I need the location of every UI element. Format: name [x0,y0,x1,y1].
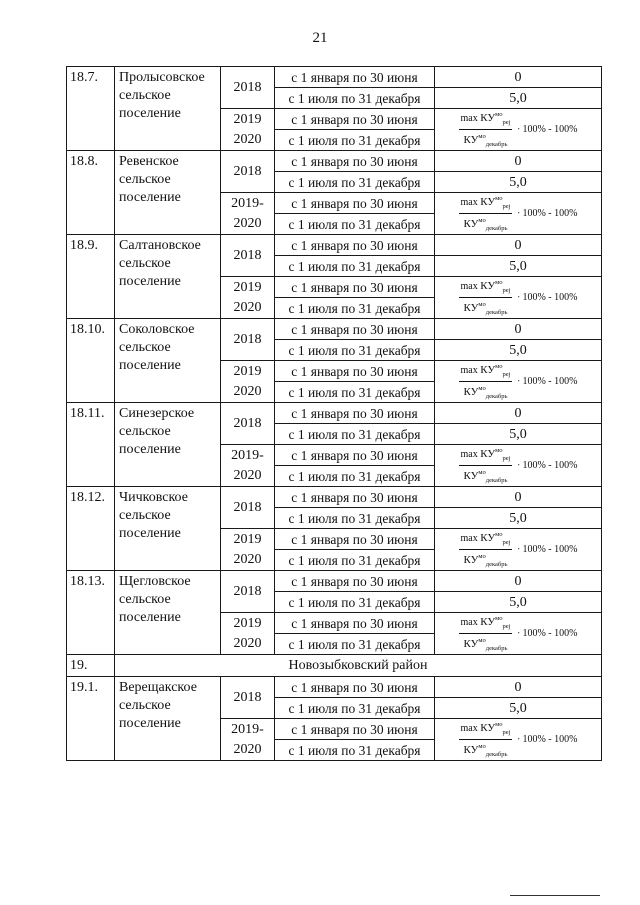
year-cell [221,319,275,361]
formula-denominator: $КУ^{мо}_{декабрь}$ [463,133,508,148]
formula-fraction [459,109,513,150]
year-text: 2018 [233,499,262,515]
year-text: 2020 [233,383,262,399]
table-row [67,67,602,88]
formula-cell [435,361,602,403]
index-formula [459,109,578,150]
value-cell: 5,0 [435,172,602,193]
formula-fraction [459,445,513,486]
table-row [67,571,602,592]
year-text: 2019- [231,721,264,737]
period-cell: с 1 января по 30 июня [275,193,435,214]
year-cell [221,193,275,235]
year-text: 2018 [233,689,262,705]
index-formula [459,361,578,402]
row-number: 18.13. [67,571,115,655]
value-cell: 5,0 [435,698,602,719]
formula-denominator: $КУ^{мо}_{декабрь}$ [463,743,508,758]
formula-numerator: $\max КУ^{мо}_{pej}$ [460,195,511,210]
table-row [67,487,602,508]
year-text: 2018 [233,331,262,347]
formula-denominator: $КУ^{мо}_{декабрь}$ [463,385,508,400]
formula-tail: ∙ 100% - 100% [517,208,578,219]
period-cell: с 1 января по 30 июня [275,487,435,508]
row-number: 18.7. [67,67,115,151]
value-cell: 5,0 [435,88,602,109]
row-number: 18.10. [67,319,115,403]
formula-cell [435,613,602,655]
year-text: 2018 [233,79,262,95]
formula-tail: ∙ 100% - 100% [517,376,578,387]
period-cell: с 1 июля по 31 декабря [275,550,435,571]
value-cell: 5,0 [435,592,602,613]
table-row [67,319,602,340]
year-text: 2020 [233,131,262,147]
table-row [67,403,602,424]
year-text: 2020 [233,741,262,757]
year-text: 2019 [233,615,262,631]
formula-cell [435,193,602,235]
period-cell: с 1 января по 30 июня [275,677,435,698]
value-cell: 0 [435,319,602,340]
year-cell [221,109,275,151]
row-number: 19.1. [67,677,115,761]
index-formula [459,445,578,486]
year-cell [221,445,275,487]
period-cell: с 1 января по 30 июня [275,529,435,550]
period-cell: с 1 июля по 31 декабря [275,172,435,193]
formula-tail: ∙ 100% - 100% [517,734,578,745]
value-cell: 0 [435,571,602,592]
index-formula [459,719,578,760]
index-formula [459,613,578,654]
value-cell: 5,0 [435,424,602,445]
settlement-name: Ревенское сельское поселение [115,151,221,235]
formula-fraction [459,277,513,318]
formula-cell [435,719,602,761]
year-text: 2020 [233,551,262,567]
period-cell: с 1 января по 30 июня [275,445,435,466]
value-cell: 5,0 [435,256,602,277]
value-cell: 0 [435,403,602,424]
index-formula [459,529,578,570]
formula-fraction [459,613,513,654]
district-name: Новозыбковский район [115,655,602,677]
value-cell: 5,0 [435,508,602,529]
year-text: 2020 [233,635,262,651]
formula-tail: ∙ 100% - 100% [517,292,578,303]
period-cell: с 1 июля по 31 декабря [275,740,435,761]
settlement-name: Салтановское сельское поселение [115,235,221,319]
year-text: 2018 [233,163,262,179]
formula-denominator: $КУ^{мо}_{декабрь}$ [463,217,508,232]
period-cell: с 1 июля по 31 декабря [275,508,435,529]
page-number: 21 [312,30,328,46]
formula-tail: ∙ 100% - 100% [517,628,578,639]
value-cell: 0 [435,235,602,256]
formula-numerator: $\max КУ^{мо}_{pej}$ [460,363,511,378]
settlement-name: Соколовское сельское поселение [115,319,221,403]
footer-line [510,895,600,896]
formula-fraction [459,193,513,234]
year-text: 2020 [233,215,262,231]
period-cell: с 1 июля по 31 декабря [275,88,435,109]
period-cell: с 1 января по 30 июня [275,235,435,256]
formula-fraction [459,719,513,760]
settlement-name: Синезерское сельское поселение [115,403,221,487]
index-formula [459,277,578,318]
formula-denominator: $КУ^{мо}_{декабрь}$ [463,637,508,652]
value-cell: 0 [435,151,602,172]
period-cell: с 1 июля по 31 декабря [275,130,435,151]
settlement-name: Пролысовское сельское поселение [115,67,221,151]
formula-numerator: $\max КУ^{мо}_{pej}$ [460,447,511,462]
settlement-name: Чичковское сельское поселение [115,487,221,571]
year-text: 2018 [233,415,262,431]
period-cell: с 1 июля по 31 декабря [275,634,435,655]
formula-numerator: $\max КУ^{мо}_{pej}$ [460,279,511,294]
period-cell: с 1 января по 30 июня [275,361,435,382]
year-text: 2019 [233,363,262,379]
period-cell: с 1 июля по 31 декабря [275,592,435,613]
district-row [67,655,602,677]
period-cell: с 1 января по 30 июня [275,613,435,634]
table-row [67,151,602,172]
formula-tail: ∙ 100% - 100% [517,460,578,471]
formula-numerator: $\max КУ^{мо}_{pej}$ [460,615,511,630]
value-cell: 0 [435,67,602,88]
formula-numerator: $\max КУ^{мо}_{pej}$ [460,721,511,736]
year-cell [221,403,275,445]
index-formula [459,193,578,234]
formula-cell [435,109,602,151]
year-text: 2018 [233,583,262,599]
year-cell [221,361,275,403]
period-cell: с 1 января по 30 июня [275,319,435,340]
year-cell [221,235,275,277]
year-cell [221,677,275,719]
formula-denominator: $КУ^{мо}_{декабрь}$ [463,469,508,484]
value-cell: 5,0 [435,340,602,361]
year-text: 2020 [233,467,262,483]
year-text: 2019 [233,531,262,547]
formula-denominator: $КУ^{мо}_{декабрь}$ [463,301,508,316]
year-text: 2019- [231,447,264,463]
year-cell [221,719,275,761]
row-number: 18.9. [67,235,115,319]
period-cell: с 1 января по 30 июня [275,67,435,88]
period-cell: с 1 января по 30 июня [275,109,435,130]
period-cell: с 1 января по 30 июня [275,719,435,740]
row-number: 18.11. [67,403,115,487]
year-text: 2019 [233,111,262,127]
period-cell: с 1 июля по 31 декабря [275,340,435,361]
period-cell: с 1 января по 30 июня [275,571,435,592]
formula-numerator: $\max КУ^{мо}_{pej}$ [460,111,511,126]
tariff-table [66,66,602,761]
value-cell: 0 [435,487,602,508]
settlement-name: Щегловское сельское поселение [115,571,221,655]
formula-tail: ∙ 100% - 100% [517,544,578,555]
year-cell [221,571,275,613]
formula-fraction [459,529,513,570]
period-cell: с 1 июля по 31 декабря [275,382,435,403]
period-cell: с 1 июля по 31 декабря [275,466,435,487]
period-cell: с 1 июля по 31 декабря [275,698,435,719]
formula-cell [435,529,602,571]
formula-denominator: $КУ^{мо}_{декабрь}$ [463,553,508,568]
row-number: 18.8. [67,151,115,235]
period-cell: с 1 января по 30 июня [275,277,435,298]
formula-fraction [459,361,513,402]
period-cell: с 1 июля по 31 декабря [275,214,435,235]
settlement-name: Верещакское сельское поселение [115,677,221,761]
value-cell: 0 [435,677,602,698]
period-cell: с 1 января по 30 июня [275,403,435,424]
period-cell: с 1 июля по 31 декабря [275,424,435,445]
year-text: 2019- [231,195,264,211]
row-number: 19. [67,655,115,677]
table-row [67,235,602,256]
formula-cell [435,445,602,487]
year-cell [221,277,275,319]
table-row [67,677,602,698]
year-cell [221,151,275,193]
period-cell: с 1 января по 30 июня [275,151,435,172]
year-text: 2018 [233,247,262,263]
year-text: 2020 [233,299,262,315]
year-cell [221,529,275,571]
year-text: 2019 [233,279,262,295]
formula-numerator: $\max КУ^{мо}_{pej}$ [460,531,511,546]
year-cell [221,67,275,109]
period-cell: с 1 июля по 31 декабря [275,298,435,319]
year-cell [221,487,275,529]
period-cell: с 1 июля по 31 декабря [275,256,435,277]
formula-tail: ∙ 100% - 100% [517,124,578,135]
row-number: 18.12. [67,487,115,571]
formula-cell [435,277,602,319]
year-cell [221,613,275,655]
